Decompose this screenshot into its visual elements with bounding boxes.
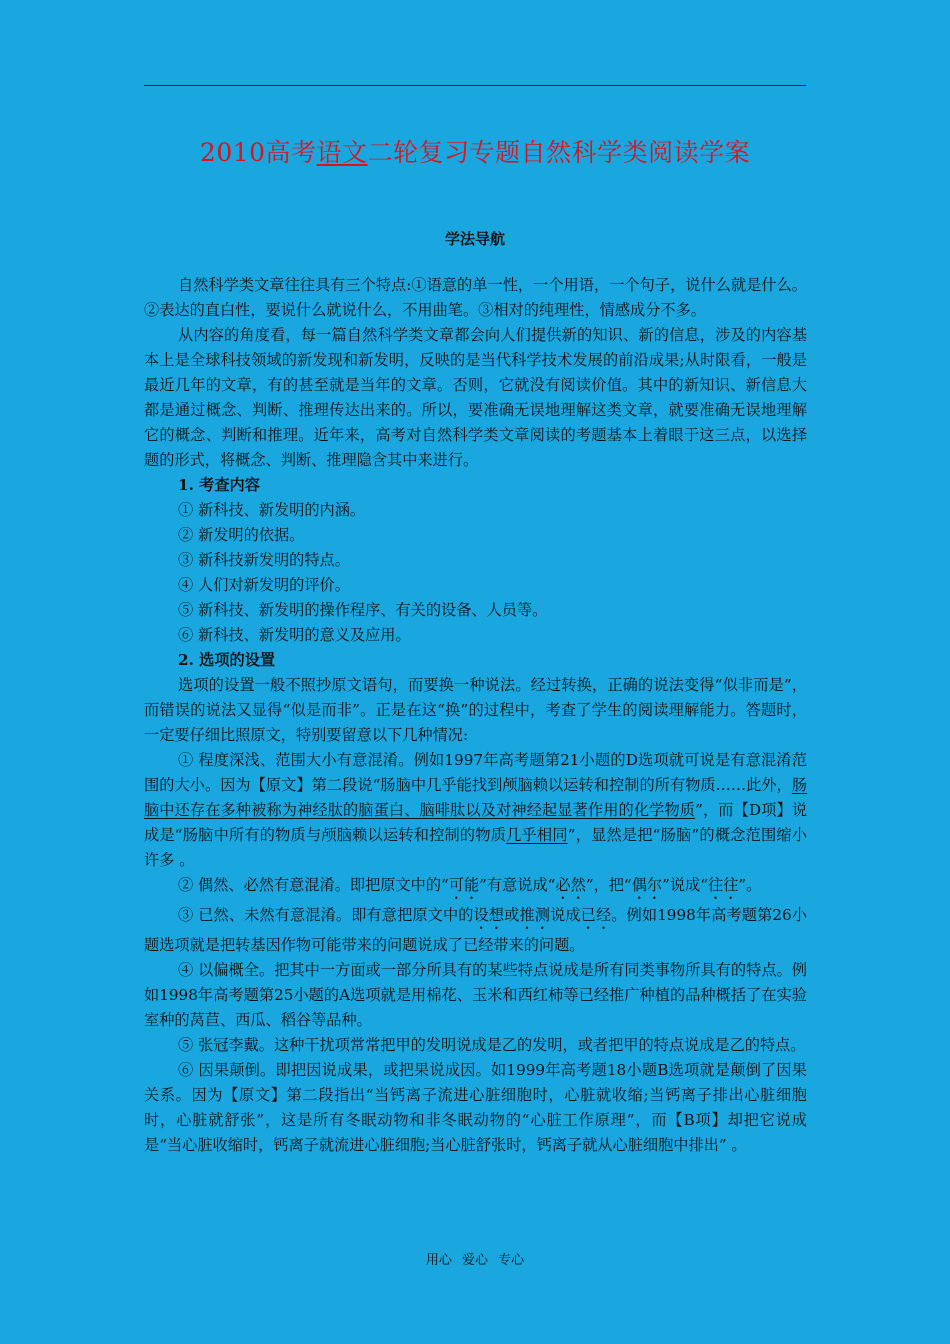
case-4-paragraph: ④ 以偏概全。把其中一方面或一部分所具有的某些特点说成是所有同类事物所具有的特点。例如1998年高考题第25小题的A选项就是用棉花、玉米和西红柿等已经推广种植的品种概括了在实验室种的莴苣、西瓜、稻谷等品种。	[144, 961, 807, 1029]
intro-paragraph-2: 从内容的角度看，每一篇自然科学类文章都会向人们提供新的知识、新的信息，涉及的内容基本上是全球科技领域的新发现和新发明，反映的是当代科学技术发展的前沿成果;从时限看，一般是最近几年的文章，有的甚至就是当年的文章。否则，它就没有阅读价值。其中的新知识、新信息大都是通过概念、判断、推理传达出来的。所以，要准确无误地理解这类文章，就要准确无误地理解它的概念、判断和推理。近年来，高考对自然科学类文章阅读的考题基本上着眼于这三点，以选择题的形式，将概念、判断、推理隐含其中来进行。	[144, 326, 807, 469]
list-item: ① 新科技、新发明的内涵。	[178, 501, 366, 519]
case-3-text-c: 或	[504, 906, 520, 924]
case-2-text-i: ”。	[738, 876, 762, 894]
emphasis-word: 往往	[708, 876, 739, 894]
list-item: ⑥ 新科技、新发明的意义及应用。	[178, 626, 411, 644]
emphasis-word: 推测	[519, 906, 551, 924]
emphasis-word: 偶尔	[631, 876, 663, 894]
list-item: ⑤ 新科技、新发明的操作程序、有关的设备、人员等。	[178, 601, 548, 619]
heading-option-setting: 2. 选项的设置	[178, 651, 276, 669]
intro-paragraph-1: 自然科学类文章往往具有三个特点:①语意的单一性，一个用语，一个句子，说什么就是什么。②表达的直白性，要说什么就说什么，不用曲笔。③相对的纯理性，情感成分不多。	[144, 276, 807, 319]
heading-exam-content: 1. 考查内容	[178, 476, 260, 494]
emphasis-word: 必然	[555, 876, 586, 894]
case-5-paragraph: ⑤ 张冠李戴。这种干扰项常常把甲的发明说成是乙的发明，或者把甲的特点说成是乙的特点。	[178, 1036, 806, 1054]
case-2-text-c: ”有意说成“	[479, 876, 556, 894]
options-paragraph: 选项的设置一般不照抄原文语句，而要换一种说法。经过转换，正确的说法变得“似非而是”，而错误的说法又显得“似是而非”。正是在这“换”的过程中，考查了学生的阅读理解能力。答题时，一定要仔细比照原文，特别要留意以下几种情况:	[144, 676, 807, 744]
case-2-text-g: ”说成“	[662, 876, 708, 894]
page-footer: 用心 爱心 专心	[425, 1253, 525, 1268]
case-3-text-g: 。例如1998年高考题第26小题选项就是把转基因作物可能带来的问题说成了已经带来的问题。	[144, 906, 808, 954]
list-item: ④ 人们对新发明的评价。	[178, 576, 350, 594]
title-part-1: 2010高考	[199, 138, 317, 167]
case-1-text-c: ”，而【D项】说成是“肠脑中所有的物质与颅脑赖以运转和控制的物质	[144, 801, 808, 844]
case-3-text-a: ③ 已然、未然有意混淆。即有意把原文中的	[178, 906, 474, 924]
case-1-underlined-quote: 肠脑中还存在多种被称为神经肽的脑蛋白、脑啡肽以及对神经起显著作用的化学物质	[144, 776, 807, 819]
case-2-text-a: ② 偶然、必然有意混淆。即把原文中的“	[178, 876, 449, 894]
section-heading: 学法导航	[444, 230, 505, 248]
case-1-paragraph	[144, 748, 807, 873]
emphasis-word: 可能	[448, 876, 480, 894]
case-2-paragraph	[144, 873, 807, 903]
document-body	[144, 273, 807, 1158]
emphasis-word: 已经	[580, 906, 612, 924]
case-3-text-e: 说成	[550, 906, 581, 924]
emphasis-word: 设想	[473, 906, 505, 924]
list-item: ② 新发明的依据。	[178, 526, 305, 544]
title-part-3: 二轮复习专题自然科学类阅读学案	[367, 138, 751, 167]
case-1-text-a: ① 程度深浅、范围大小有意混淆。例如1997年高考题第21小题的D选项就可说是有意混淆范围的大小。因为【原文】第二段说“肠脑中几乎能找到颅脑赖以运转和控制的所有物质……此外，	[144, 751, 807, 794]
case-2-text-e: ”，把“	[585, 876, 632, 894]
header-rule	[144, 85, 806, 86]
title-link-yuwen[interactable]: 语文	[316, 138, 368, 167]
case-3-paragraph	[144, 903, 807, 958]
case-1-text-e: ”，显然是把“肠脑”的概念范围缩小许多 。	[144, 826, 808, 869]
case-6-paragraph: ⑥ 因果颠倒。即把因说成果，或把果说成因。如1999年高考题18小题B选项就是颠倒了因果关系。因为【原文】第二段指出“当钙离子流进心脏细胞时，心脏就收缩;当钙离子排出心脏细胞时，心脏就舒张”，这是所有冬眠动物和非冬眠动物的“心脏工作原理”，而【B项】却把它说成是“当心脏收缩时，钙离子就流进心脏细胞;当心脏舒张时，钙离子就从心脏细胞中排出” 。	[144, 1061, 807, 1154]
case-1-underlined-phrase: 几乎相同	[506, 826, 568, 844]
list-item: ③ 新科技新发明的特点。	[178, 551, 350, 569]
page-title	[0, 133, 950, 169]
